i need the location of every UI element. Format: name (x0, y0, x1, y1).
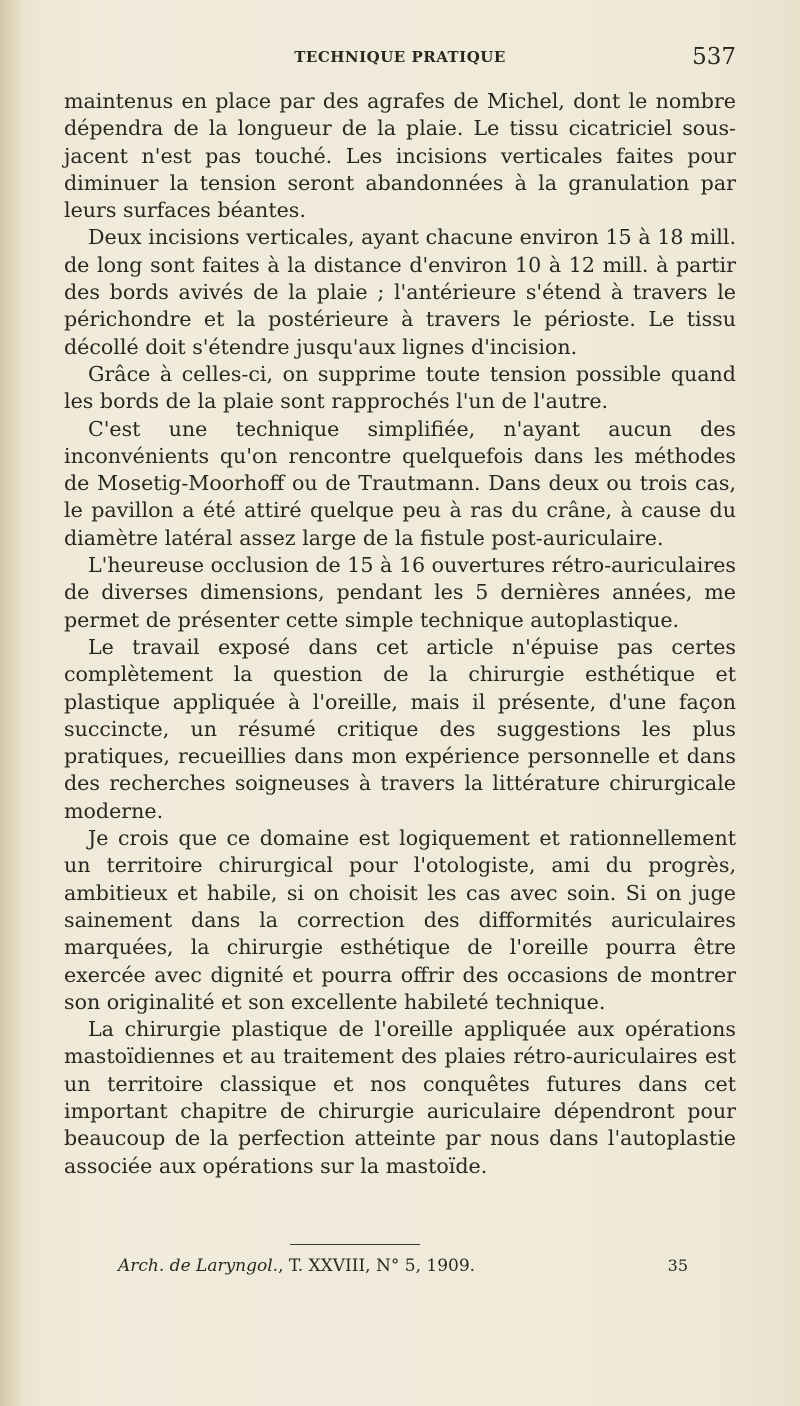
page-number: 537 (692, 44, 736, 70)
paragraph-5: L'heureuse occlusion de 15 à 16 ouvertures rétro-auriculaires de diverses dimensions, pendant les 5 dernières années, me permet de présenter cette simple technique autoplastique. (64, 553, 736, 632)
page-gutter-shadow (0, 0, 22, 1406)
paragraph-4: C'est une technique simplifiée, n'ayant aucun des inconvénients qu'on rencontre quelquefois dans les méthodes de Mosetig-Moorhoff ou de Trautmann. Dans deux ou trois cas, le pavillon a été attiré quelque peu à ras du crâne, à cause du diamètre latéral assez large de la fistule post-auriculaire. (64, 416, 736, 550)
footer-citation (118, 1256, 475, 1276)
journal-volume: , T. XXVIII, N° 5, 1909. (278, 1256, 476, 1276)
paragraph-2: Deux incisions verticales, ayant chacune environ 15 à 18 mill. de long sont faites à la distance d'environ 10 à 12 mill. à partir des bords avivés de la plaie ; l'antérieure s'étend à travers le périchondre et la postérieure à travers le périoste. Le tissu décollé doit s'étendre jusqu'aux lignes d'incision. (64, 225, 736, 359)
journal-name: Arch. de Laryngol. (118, 1256, 279, 1276)
running-title: TECHNIQUE PRATIQUE (294, 48, 506, 66)
paragraph-6: Le travail exposé dans cet article n'épuise pas certes complètement la question de la chirurgie esthétique et plastique appliquée à l'oreille, mais il présente, d'une façon succincte, un résumé critique des suggestions les plus pratiques, recueillies dans mon expérience personnelle et dans des recherches soigneuses à travers la littérature chirurgicale moderne. (64, 634, 736, 823)
paragraph-3: Grâce à celles-ci, on supprime toute tension possible quand les bords de la plaie sont rapprochés l'un de l'autre. (64, 361, 736, 414)
signature-mark: 35 (667, 1256, 688, 1275)
section-end-rule (290, 1244, 420, 1245)
paragraph-7: Je crois que ce domaine est logiquement et rationnellement un territoire chirurgical pour l'otologiste, ami du progrès, ambitieux et habile, si on choisit les cas avec soin. Si on juge sainement dans la correction des difformités auriculaires marquées, la chirurgie esthétique de l'oreille pourra être exercée avec dignité et pourra offrir des occasions de montrer son originalité et son excellente habileté technique. (64, 826, 736, 1014)
paragraph-8: La chirurgie plastique de l'oreille appliquée aux opérations mastoïdiennes et au traitement des plaies rétro-auriculaires est un territoire classique et nos conquêtes futures dans cet important chapitre de chirurgie auriculaire dépendront pour beaucoup de la perfection atteinte par nous dans l'autoplastie associée aux opérations sur la mastoïde. (64, 1017, 736, 1178)
page-footer (118, 1256, 688, 1286)
body-text (64, 88, 736, 1180)
page-header (64, 44, 736, 74)
paragraph-1: maintenus en place par des agrafes de Michel, dont le nombre dépendra de la longueur de la plaie. Le tissu cicatriciel sous-jacent n'est pas touché. Les incisions verticales faites pour diminuer la tension seront abandonnées à la granulation par leurs surfaces béantes. (64, 89, 736, 223)
